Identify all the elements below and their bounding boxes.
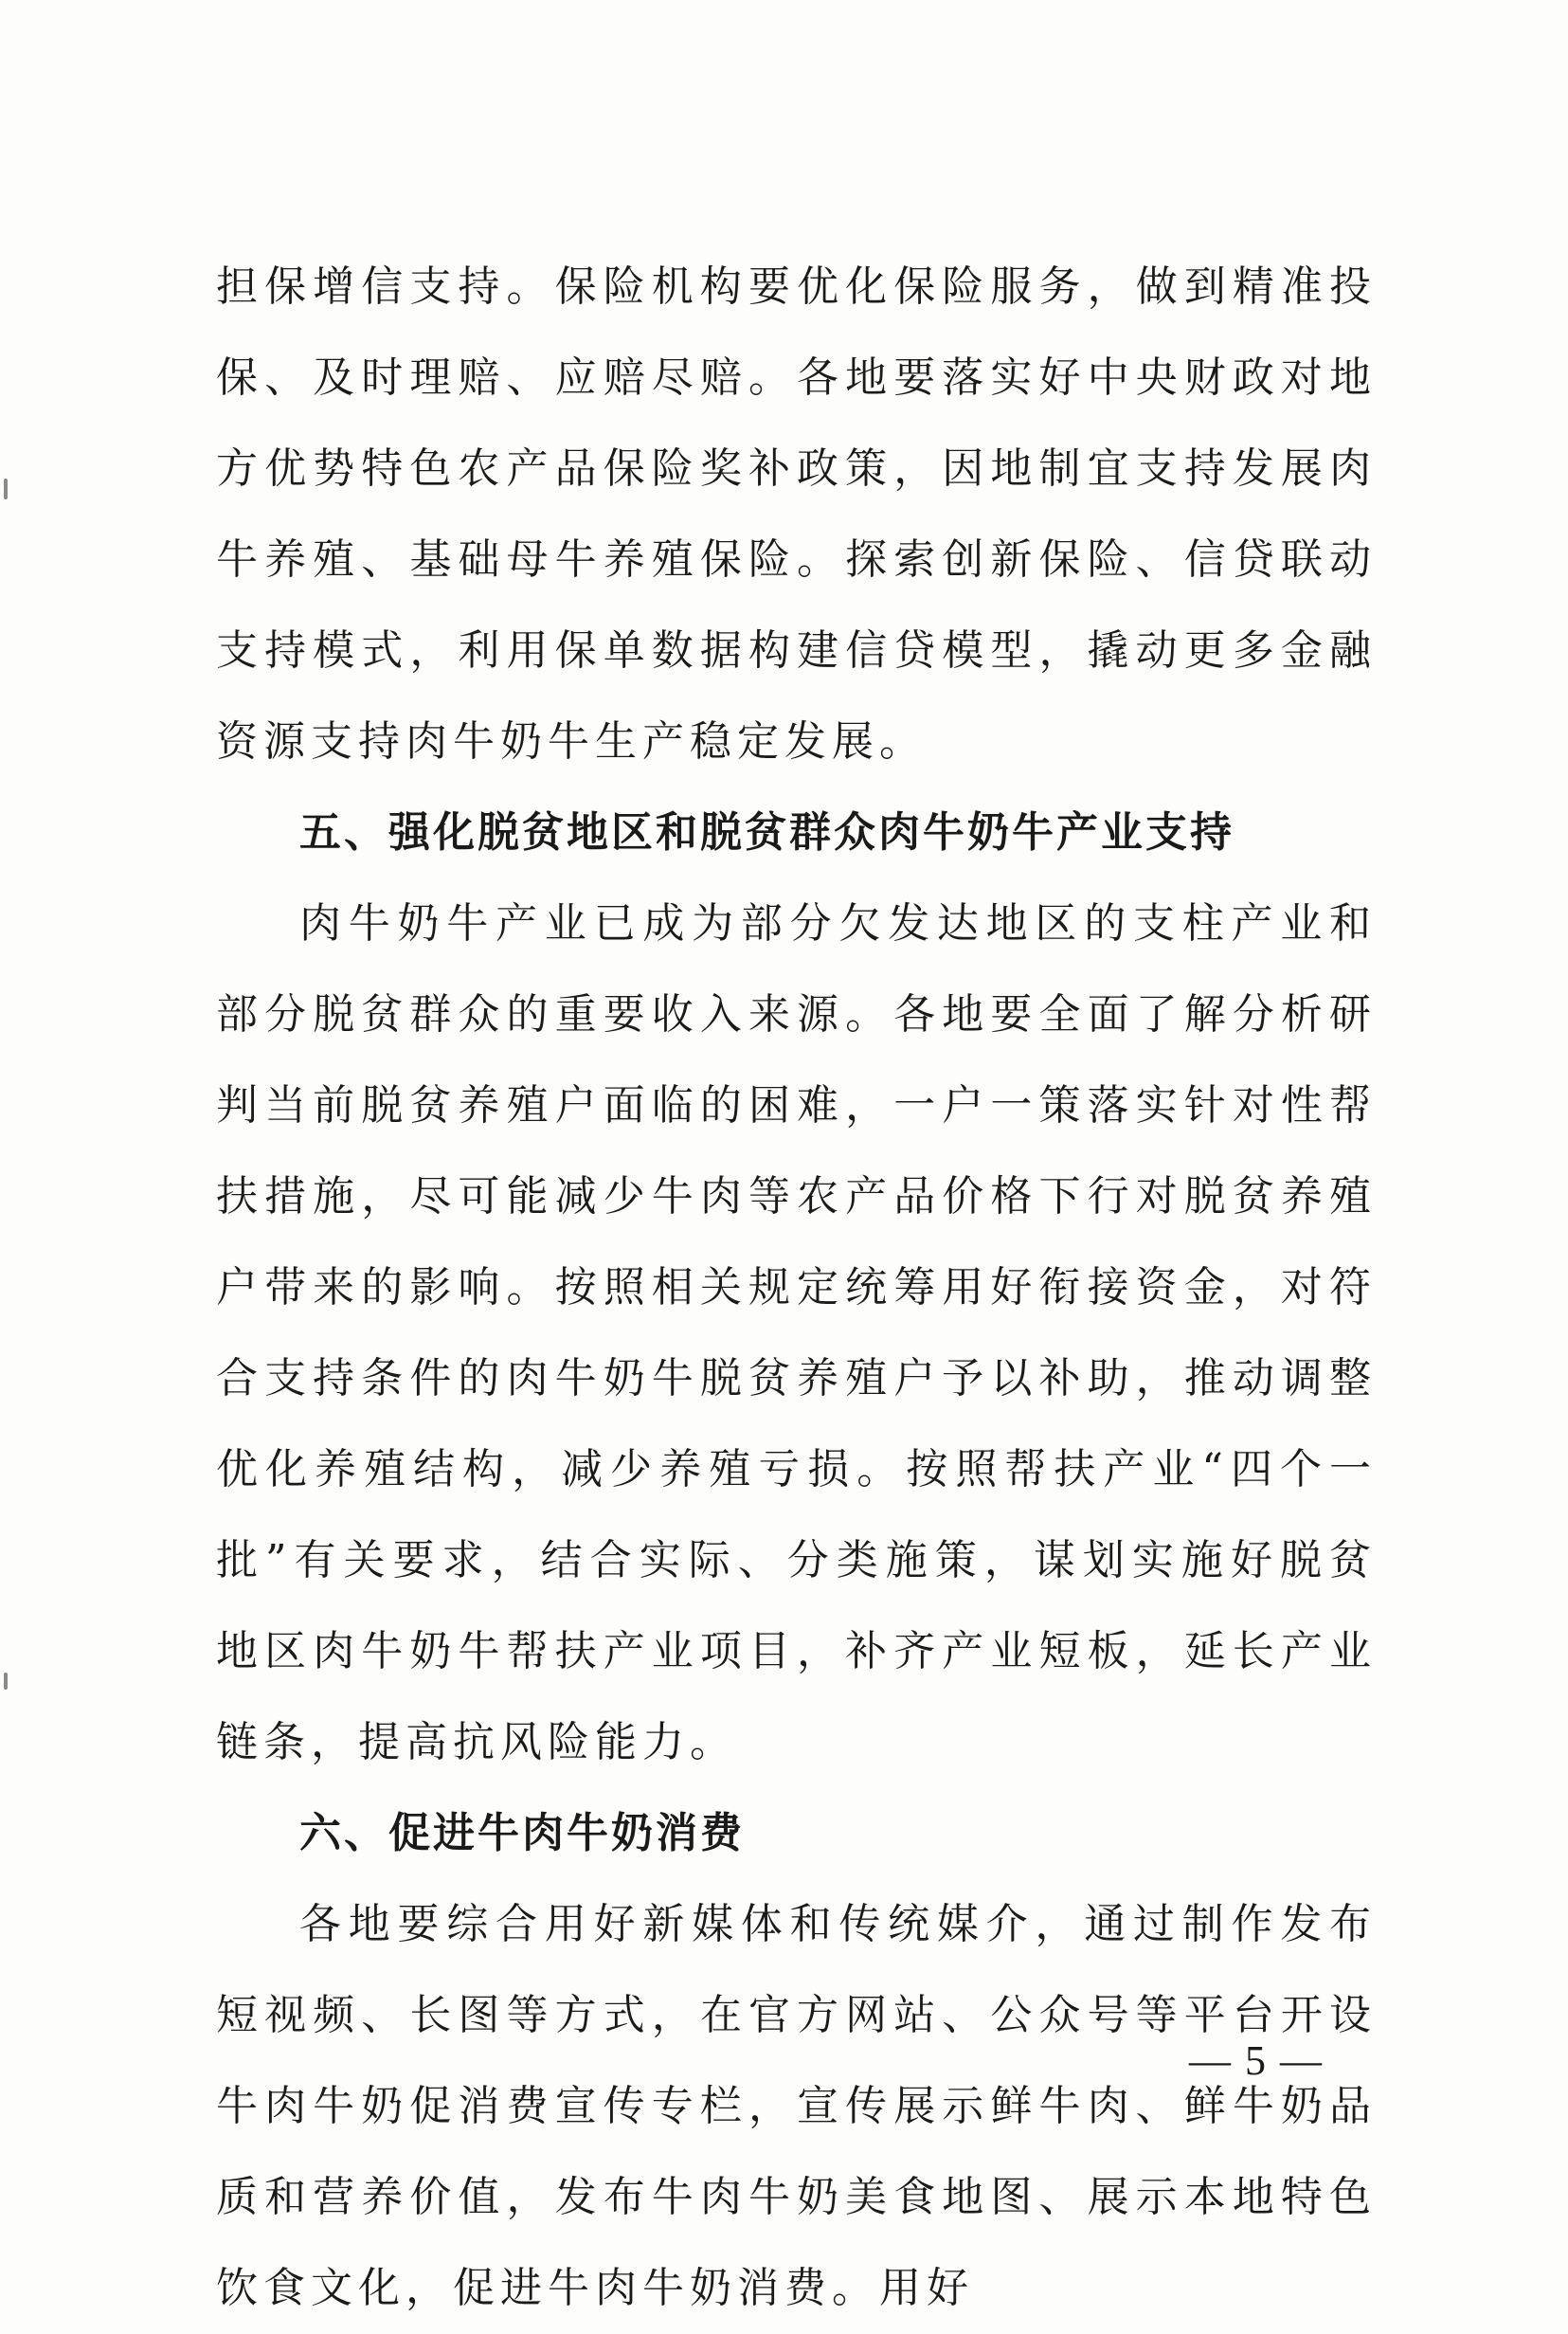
document-page: [216, 242, 1377, 2334]
body-paragraph-guarantee: 担保增信支持。保险机构要优化保险服务，做到精准投保、及时理赔、应赔尽赔。各地要落实好中央财政对地方优势特色农产品保险奖补政策，因地制宜支持发展肉牛养殖、基础母牛养殖保险。探索创新保险、信贷联动支持模式，利用保单数据构建信贷模型，撬动更多金融资源支持肉牛奶牛生产稳定发展。: [216, 262, 1377, 766]
section-heading-five: 五、强化脱贫地区和脱贫群众肉牛奶牛产业支持: [299, 808, 1235, 857]
section-heading-six: 六、促进牛肉牛奶消费: [299, 1809, 745, 1857]
scan-edge-mark: [4, 1673, 8, 1690]
body-paragraph-poverty-support: 肉牛奶牛产业已成为部分欠发达地区的支柱产业和部分脱贫群众的重要收入来源。各地要全面了解分析研判当前脱贫养殖户面临的困难，一户一策落实针对性帮扶措施，尽可能减少牛肉等农产品价格下行对脱贫养殖户带来的影响。按照相关规定统筹用好衔接资金，对符合支持条件的肉牛奶牛脱贫养殖户予以补助，推动调整优化养殖结构，减少养殖亏损。按照帮扶产业“四个一批”有关要求，结合实际、分类施策，谋划实施好脱贫地区肉牛奶牛帮扶产业项目，补齐产业短板，延长产业链条，提高抗风险能力。: [216, 899, 1377, 1766]
scan-edge-mark: [4, 479, 8, 499]
body-paragraph-consumption: 各地要综合用好新媒体和传统媒介，通过制作发布短视频、长图等方式，在官方网站、公众号等平台开设牛肉牛奶促消费宣传专栏，宣传展示鲜牛肉、鲜牛奶品质和营养价值，发布牛肉牛奶美食地图、展示本地特色饮食文化，促进牛肉牛奶消费。用好: [216, 1900, 1377, 2312]
page-number: — 5 —: [1189, 2037, 1324, 2084]
